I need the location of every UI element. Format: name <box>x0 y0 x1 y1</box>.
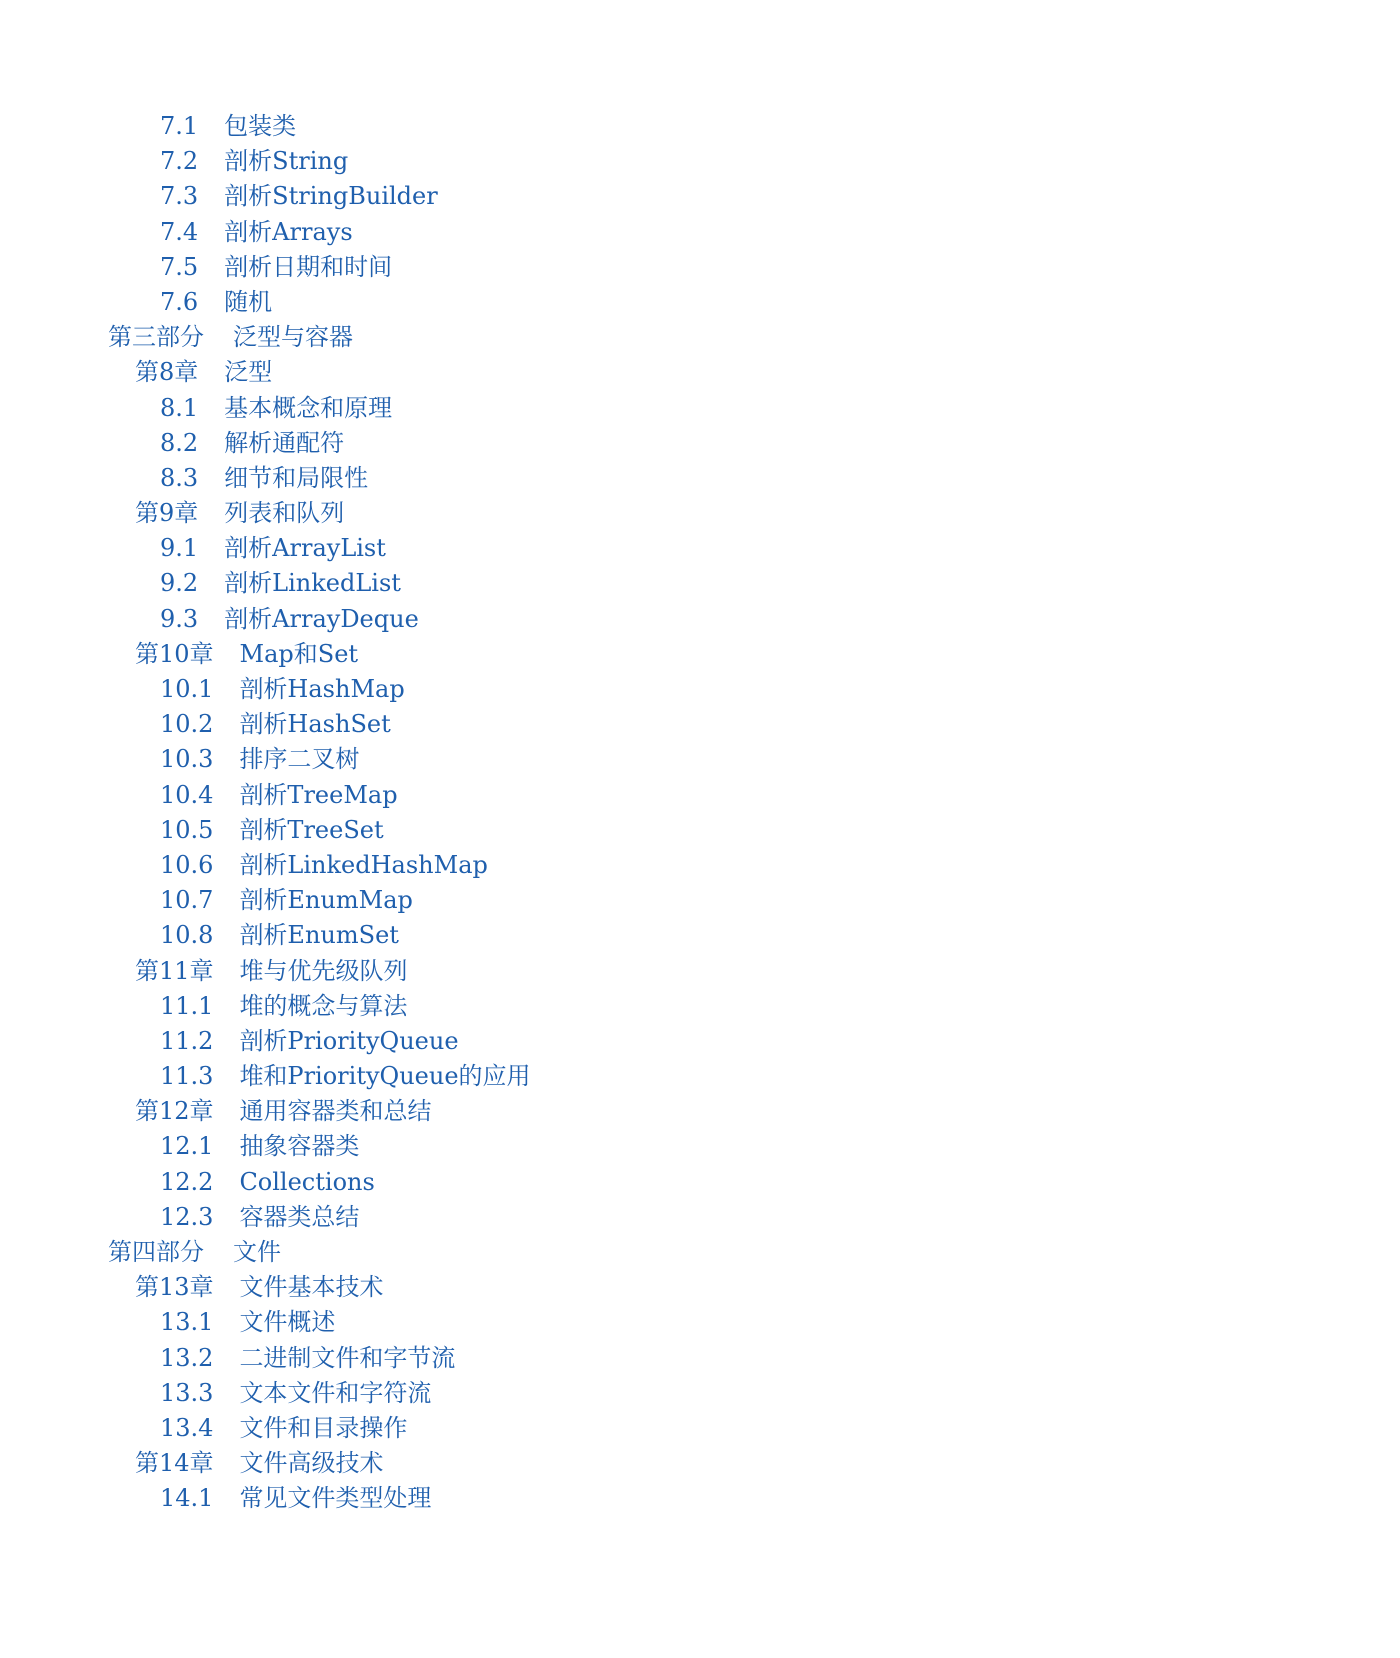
toc-entry-title: 解析通配符 <box>224 428 345 457</box>
toc-entry-number: 第三部分 <box>108 323 204 352</box>
toc-entry-title: 列表和队列 <box>224 499 345 528</box>
toc-entry-number: 第14章 <box>135 1449 214 1478</box>
toc-section-link[interactable] <box>0 848 1400 883</box>
toc-chapter-link[interactable] <box>0 1270 1400 1305</box>
toc-entry-number: 7.5 <box>160 252 199 281</box>
toc-entry-title: 剖析PriorityQueue <box>239 1026 459 1055</box>
toc-entry-title: 泛型 <box>224 358 273 387</box>
toc-entry-number: 10.1 <box>160 675 214 703</box>
toc-section-link[interactable] <box>0 1481 1400 1516</box>
toc-entry-title: 文件 <box>233 1238 281 1266</box>
toc-section-link[interactable] <box>0 602 1400 637</box>
toc-entry-number: 9.2 <box>160 569 199 598</box>
toc-entry-title: 堆和PriorityQueue的应用 <box>239 1062 531 1091</box>
toc-entry-number: 10.7 <box>160 886 214 915</box>
toc-entry-number: 13.3 <box>160 1378 214 1407</box>
toc-entry-title: 剖析HashMap <box>239 675 405 703</box>
toc-entry-title: Collections <box>239 1167 375 1196</box>
toc-section-link[interactable] <box>0 1024 1400 1059</box>
toc-section-link[interactable] <box>0 144 1400 179</box>
toc-section-link[interactable] <box>0 250 1400 285</box>
toc-section-link[interactable] <box>0 461 1400 496</box>
toc-entry-title: 细节和局限性 <box>224 463 369 492</box>
toc-entry-title: 剖析HashSet <box>239 710 391 739</box>
toc-entry-number: 12.3 <box>160 1202 214 1231</box>
toc-entry-title: 剖析ArrayList <box>224 534 386 563</box>
toc-entry-title: 剖析StringBuilder <box>224 182 438 211</box>
toc-entry-title: 堆与优先级队列 <box>239 956 408 985</box>
toc-entry-number: 12.2 <box>160 1167 214 1196</box>
toc-entry-number: 7.2 <box>160 147 199 176</box>
toc-entry-number: 第四部分 <box>108 1238 204 1266</box>
toc-entry-number: 7.3 <box>160 182 199 211</box>
toc-section-link[interactable] <box>0 109 1400 144</box>
toc-entry-number: 13.4 <box>160 1413 214 1442</box>
toc-entry-title: 剖析EnumSet <box>239 921 399 950</box>
toc-entry-title: 文件概述 <box>239 1308 336 1337</box>
toc-entry-title: 通用容器类和总结 <box>239 1097 432 1126</box>
toc-entry-number: 7.1 <box>160 112 199 140</box>
toc-section-link[interactable] <box>0 1376 1400 1411</box>
toc-section-link[interactable] <box>0 285 1400 320</box>
toc-section-link[interactable] <box>0 391 1400 426</box>
toc-entry-number: 10.8 <box>160 921 214 950</box>
toc-entry-title: 堆的概念与算法 <box>239 991 408 1020</box>
toc-entry-number: 13.2 <box>160 1343 214 1372</box>
toc-entry-number: 10.3 <box>160 745 214 774</box>
toc-entry-title: 抽象容器类 <box>239 1132 360 1161</box>
toc-entry-title: 常见文件类型处理 <box>239 1484 432 1513</box>
toc-entry-number: 8.2 <box>160 428 199 457</box>
toc-entry-number: 第8章 <box>135 358 199 387</box>
toc-entry-title: 文本文件和字符流 <box>239 1378 432 1407</box>
toc-chapter-link[interactable] <box>0 355 1400 390</box>
toc-entry-title: 剖析日期和时间 <box>224 252 393 281</box>
toc-entry-number: 9.1 <box>160 534 199 563</box>
toc-entry-number: 11.3 <box>160 1062 214 1091</box>
toc-entry-number: 13.1 <box>160 1308 214 1337</box>
toc-entry-number: 10.4 <box>160 780 214 809</box>
toc-entry-number: 14.1 <box>160 1484 214 1513</box>
toc-entry-number: 11.2 <box>160 1026 214 1055</box>
toc-entry-number: 第12章 <box>135 1097 214 1126</box>
toc-entry-number: 8.3 <box>160 463 199 492</box>
toc-entry-number: 12.1 <box>160 1132 214 1161</box>
toc-part-link[interactable] <box>0 320 1400 355</box>
toc-entry-title: 排序二叉树 <box>239 745 360 774</box>
toc-entry-title: 剖析LinkedHashMap <box>239 850 488 879</box>
toc-entry-number: 10.2 <box>160 710 214 739</box>
toc-chapter-link[interactable] <box>0 1094 1400 1129</box>
toc-entry-number: 第11章 <box>135 956 214 985</box>
toc-entry-number: 第9章 <box>135 499 199 528</box>
toc-section-link[interactable] <box>0 707 1400 742</box>
toc-entry-number: 7.6 <box>160 287 199 316</box>
toc-entry-title: 文件基本技术 <box>239 1273 384 1302</box>
toc-section-link[interactable] <box>0 426 1400 461</box>
toc-entry-number: 8.1 <box>160 393 199 422</box>
toc-section-link[interactable] <box>0 1200 1400 1235</box>
toc-entry-title: 剖析EnumMap <box>239 886 413 915</box>
toc-entry-number: 10.6 <box>160 850 214 879</box>
toc-section-link[interactable] <box>0 1059 1400 1094</box>
toc-entry-title: 随机 <box>224 287 273 316</box>
toc-entry-title: 剖析Arrays <box>224 217 353 246</box>
toc-section-link[interactable] <box>0 179 1400 214</box>
toc-section-link[interactable] <box>0 566 1400 601</box>
toc-entry-title: 文件高级技术 <box>239 1449 384 1478</box>
toc-entry-title: 剖析TreeMap <box>239 780 398 809</box>
toc-section-link[interactable] <box>0 883 1400 918</box>
toc-entry-title: 包装类 <box>224 112 297 140</box>
toc-entry-number: 7.4 <box>160 217 199 246</box>
toc-entry-title: 基本概念和原理 <box>224 393 393 422</box>
toc-entry-title: 剖析ArrayDeque <box>224 604 419 633</box>
toc-entry-number: 第10章 <box>135 639 214 668</box>
toc-entry-title: 泛型与容器 <box>233 323 353 352</box>
toc-section-link[interactable] <box>0 918 1400 953</box>
toc-section-link[interactable] <box>0 1411 1400 1446</box>
toc-section-link[interactable] <box>0 672 1400 707</box>
toc-section-link[interactable] <box>0 531 1400 566</box>
table-of-contents <box>0 109 1400 1517</box>
toc-chapter-link[interactable] <box>0 954 1400 989</box>
toc-entry-title: 剖析TreeSet <box>239 815 384 844</box>
toc-section-link[interactable] <box>0 1165 1400 1200</box>
toc-section-link[interactable] <box>0 1305 1400 1340</box>
toc-section-link[interactable] <box>0 778 1400 813</box>
toc-section-link[interactable] <box>0 813 1400 848</box>
toc-section-link[interactable] <box>0 215 1400 250</box>
toc-entry-title: Map和Set <box>239 639 359 668</box>
toc-entry-number: 10.5 <box>160 815 214 844</box>
toc-chapter-link[interactable] <box>0 637 1400 672</box>
toc-chapter-link[interactable] <box>0 1446 1400 1481</box>
toc-entry-title: 容器类总结 <box>239 1202 360 1231</box>
toc-chapter-link[interactable] <box>0 496 1400 531</box>
toc-entry-number: 第13章 <box>135 1273 214 1302</box>
toc-section-link[interactable] <box>0 742 1400 777</box>
toc-entry-title: 二进制文件和字节流 <box>239 1343 456 1372</box>
toc-section-link[interactable] <box>0 1129 1400 1164</box>
toc-section-link[interactable] <box>0 989 1400 1024</box>
toc-entry-number: 9.3 <box>160 604 199 633</box>
toc-entry-title: 剖析LinkedList <box>224 569 401 598</box>
toc-entry-title: 文件和目录操作 <box>239 1413 408 1442</box>
toc-section-link[interactable] <box>0 1341 1400 1376</box>
toc-part-link[interactable] <box>0 1235 1400 1270</box>
toc-entry-number: 11.1 <box>160 991 214 1020</box>
toc-entry-title: 剖析String <box>224 147 349 176</box>
